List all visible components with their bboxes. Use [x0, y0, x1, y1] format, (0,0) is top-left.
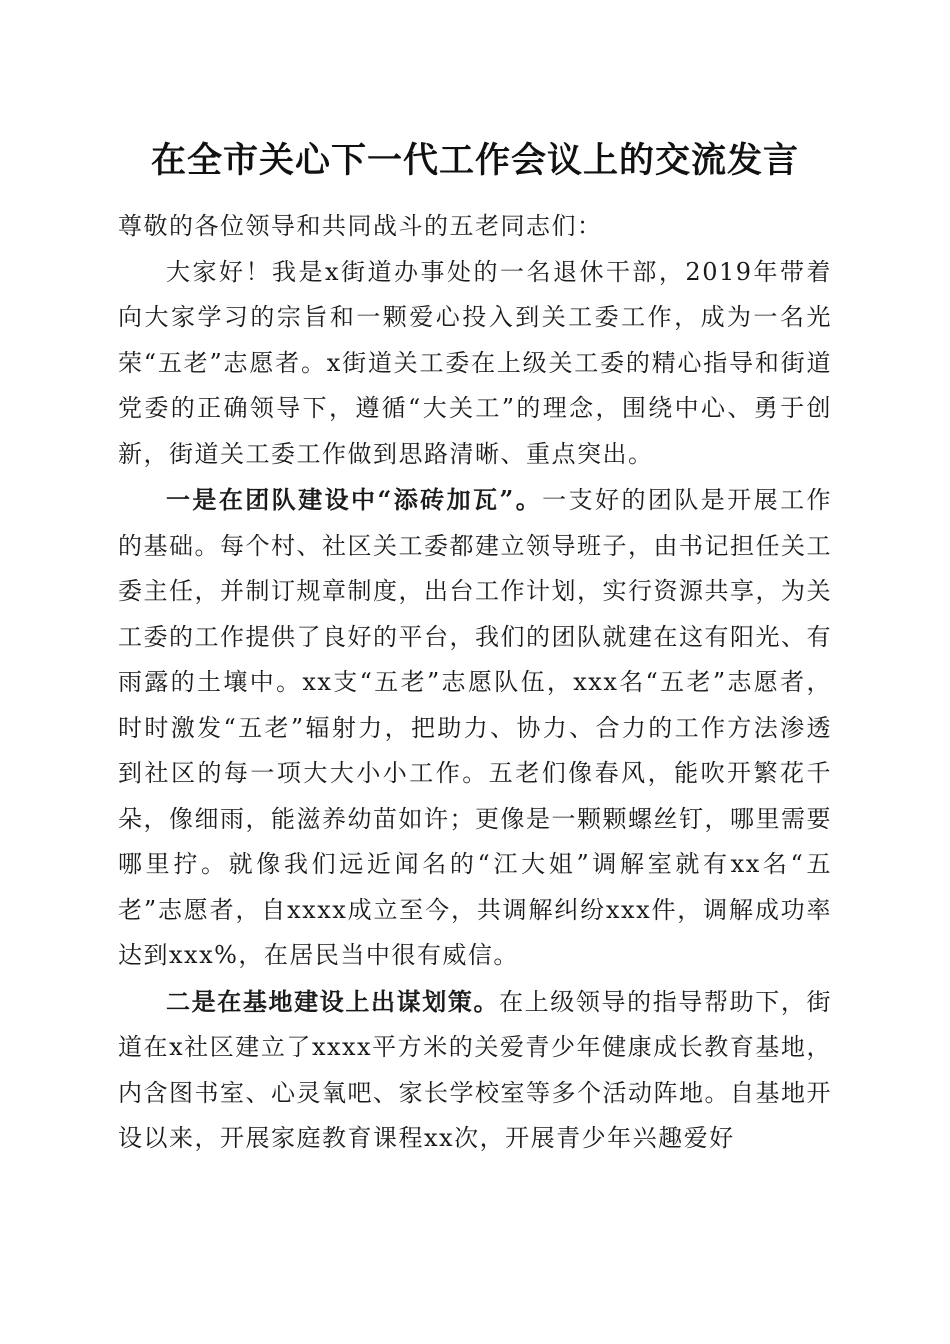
paragraph-3	[118, 979, 832, 1162]
paragraph-1-text: 大家好！我是x街道办事处的一名退休干部，2019年带着向大家学习的宗旨和一颗爱心投入到关工委工作，成为一名光荣“五老”志愿者。x街道关工委在上级关工委的精心指导和街道党委的正确领导下，遵循“大关工”的理念，围绕中心、勇于创新，街道关工委工作做到思路清晰、重点突出。	[118, 257, 832, 468]
paragraph-3-lead: 二是在基地建设上出谋划策。	[166, 986, 500, 1016]
document-title: 在全市关心下一代工作会议上的交流发言	[150, 140, 799, 181]
paragraph-1	[118, 250, 832, 478]
paragraph-3-text: 在上级领导的指导帮助下，街道在x社区建立了xxxx平方米的关爱青少年健康成长教育基地，内含图书室、心灵氧吧、家长学校室等多个活动阵地。自基地开设以来，开展家庭教育课程xx次，开展青少年兴趣爱好	[118, 987, 833, 1152]
paragraph-2-text: 一支好的团队是开展工作的基础。每个村、社区关工委都建立领导班子，由书记担任关工委主任，并制订规章制度，出台工作计划，实行资源共享，为关工委的工作提供了良好的平台，我们的团队就建在这有阳光、有雨露的土壤中。xx支“五老”志愿队伍，xxx名“五老”志愿者，时时激发“五老”辐射力，把助力、协力、合力的工作方法渗透到社区的每一项大大小小工作。五老们像春风，能吹开繁花千朵，像细雨，能滋养幼苗如许；更像是一颗颗螺丝钉，哪里需要哪里拧。就像我们远近闻名的“江大姐”调解室就有xx名“五老”志愿者，自xxxx成立至今，共调解纠纷xxx件，调解成功率达到xxx%，在居民当中很有威信。	[118, 486, 833, 969]
salutation: 尊敬的各位领导和共同战斗的五老同志们：	[118, 212, 603, 240]
paragraph-2	[118, 477, 832, 979]
paragraph-2-lead: 一是在团队建设中“添砖加瓦”。	[166, 485, 543, 514]
document-body	[118, 204, 832, 1162]
